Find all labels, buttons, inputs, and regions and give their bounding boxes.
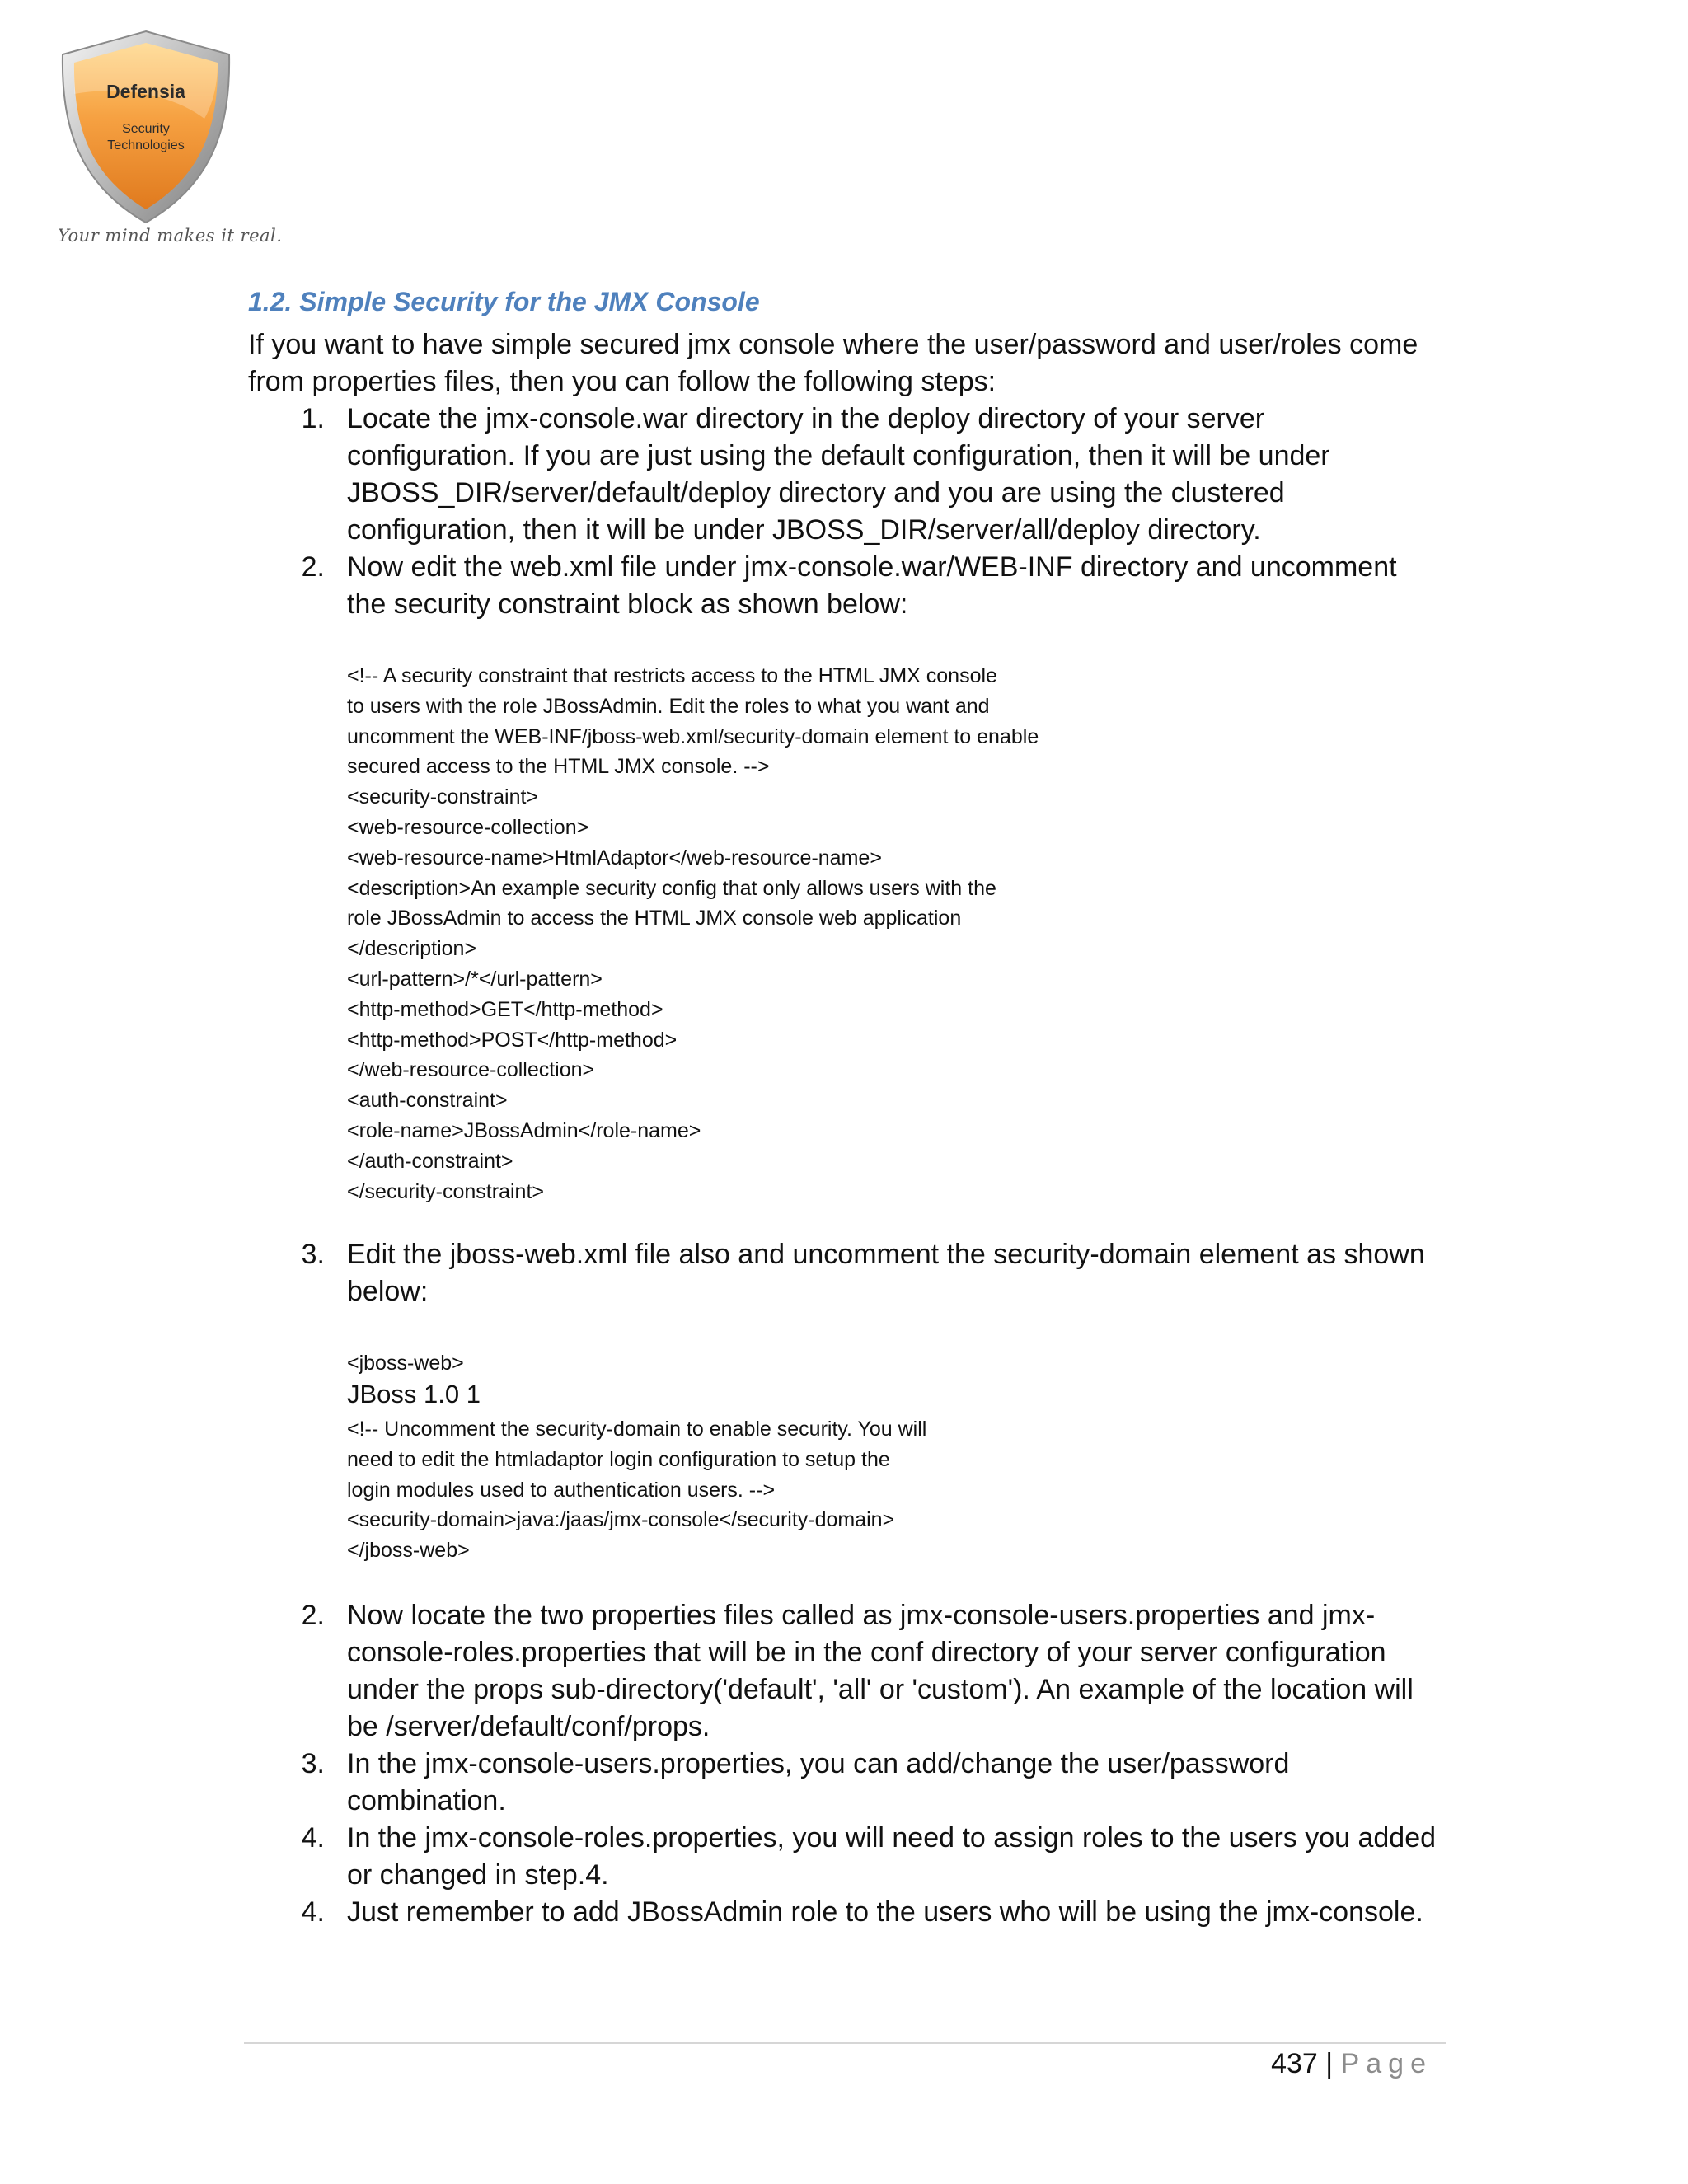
list-number: 3. bbox=[301, 1748, 325, 1779]
logo-tagline: Your mind makes it real. bbox=[58, 226, 283, 246]
intro-line: If you want to have simple secured jmx console where the user/password and user/roles come bbox=[248, 329, 1418, 360]
jboss-version-line: JBoss 1.0 1 bbox=[347, 1380, 481, 1408]
code-line: </web-resource-collection> bbox=[347, 1058, 595, 1082]
list-item-line: under the props sub-directory('default', 'all' or 'custom'). An example of the location will bbox=[347, 1674, 1414, 1705]
footer-separator: | bbox=[1325, 2048, 1334, 2079]
code-line: secured access to the HTML JMX console. --> bbox=[347, 755, 770, 779]
list-item-line: combination. bbox=[347, 1785, 506, 1816]
code-line: uncomment the WEB-INF/jboss-web.xml/security-domain element to enable bbox=[347, 724, 1039, 748]
list-item-line: Now edit the web.xml file under jmx-console.war/WEB-INF directory and uncomment bbox=[347, 551, 1397, 583]
code-line: <!-- A security constraint that restricts access to the HTML JMX console bbox=[347, 664, 997, 687]
list-number: 1. bbox=[301, 403, 325, 434]
code-line: <jboss-web> bbox=[347, 1352, 464, 1375]
list-item-line: In the jmx-console-users.properties, you can add/change the user/password bbox=[347, 1748, 1290, 1779]
list-item-line: JBOSS_DIR/server/default/deploy directory and you are using the clustered bbox=[347, 477, 1285, 509]
list-number: 2. bbox=[301, 1600, 325, 1631]
code-line: <http-method>POST</http-method> bbox=[347, 1028, 678, 1052]
list-item-line: In the jmx-console-roles.properties, you will need to assign roles to the users you added bbox=[347, 1822, 1437, 1854]
page-number: 437 bbox=[1271, 2048, 1318, 2079]
list-number: 4. bbox=[301, 1822, 325, 1854]
company-logo bbox=[56, 28, 262, 259]
list-number: 3. bbox=[301, 1239, 325, 1270]
list-item-line: console-roles.properties that will be in the conf directory of your server configuration bbox=[347, 1637, 1386, 1668]
code-line: <!-- Uncomment the security-domain to enable security. You will bbox=[347, 1418, 927, 1441]
code-line: <web-resource-name>HtmlAdaptor</web-resource-name> bbox=[347, 846, 882, 869]
list-number: 4. bbox=[301, 1896, 325, 1928]
code-line: </security-constraint> bbox=[347, 1179, 544, 1203]
list-item-line: below: bbox=[347, 1276, 429, 1307]
code-line: </jboss-web> bbox=[347, 1539, 470, 1563]
logo-name: Defensia bbox=[106, 81, 185, 102]
code-line: <http-method>GET</http-method> bbox=[347, 997, 663, 1021]
code-line: </description> bbox=[347, 937, 477, 961]
list-item-line: be /server/default/conf/props. bbox=[347, 1711, 710, 1742]
list-item-line: configuration, then it will be under JBOSS_DIR/server/all/deploy directory. bbox=[347, 514, 1261, 546]
code-line: need to edit the htmladaptor login configuration to setup the bbox=[347, 1447, 890, 1471]
list-item-line: the security constraint block as shown below: bbox=[347, 588, 908, 620]
code-line: <auth-constraint> bbox=[347, 1089, 508, 1113]
intro-line: from properties files, then you can follow the following steps: bbox=[248, 366, 996, 397]
list-item-line: Edit the jboss-web.xml file also and uncomment the security-domain element as shown bbox=[347, 1239, 1425, 1270]
code-line: to users with the role JBossAdmin. Edit the roles to what you want and bbox=[347, 694, 990, 718]
list-item-line: Locate the jmx-console.war directory in the deploy directory of your server bbox=[347, 403, 1265, 434]
code-line: login modules used to authentication users. --> bbox=[347, 1478, 776, 1502]
code-line: <description>An example security config that only allows users with the bbox=[347, 876, 996, 900]
list-item-line: Now locate the two properties files called as jmx-console-users.properties and jmx- bbox=[347, 1600, 1376, 1631]
code-line: <security-domain>java:/jaas/jmx-console</security-domain> bbox=[347, 1508, 895, 1532]
code-line: <security-constraint> bbox=[347, 785, 539, 809]
code-line: </auth-constraint> bbox=[347, 1149, 513, 1173]
list-item-line: Just remember to add JBossAdmin role to the users who will be using the jmx-console. bbox=[347, 1896, 1423, 1928]
logo-subtitle: Security bbox=[122, 122, 170, 136]
code-line: <url-pattern>/*</url-pattern> bbox=[347, 968, 603, 991]
code-line: <role-name>JBossAdmin</role-name> bbox=[347, 1119, 701, 1142]
section-heading: 1.2. Simple Security for the JMX Console bbox=[248, 287, 760, 316]
list-item-line: or changed in step.4. bbox=[347, 1859, 609, 1891]
code-line: <web-resource-collection> bbox=[347, 816, 589, 839]
page-label: Page bbox=[1340, 2048, 1432, 2079]
list-number: 2. bbox=[301, 551, 325, 583]
logo-subtitle: Technologies bbox=[107, 138, 185, 152]
page-footer bbox=[1271, 2048, 1432, 2080]
code-line: role JBossAdmin to access the HTML JMX console web application bbox=[347, 907, 962, 930]
footer-divider bbox=[244, 2042, 1446, 2044]
list-item-line: configuration. If you are just using the default configuration, then it will be under bbox=[347, 440, 1330, 471]
